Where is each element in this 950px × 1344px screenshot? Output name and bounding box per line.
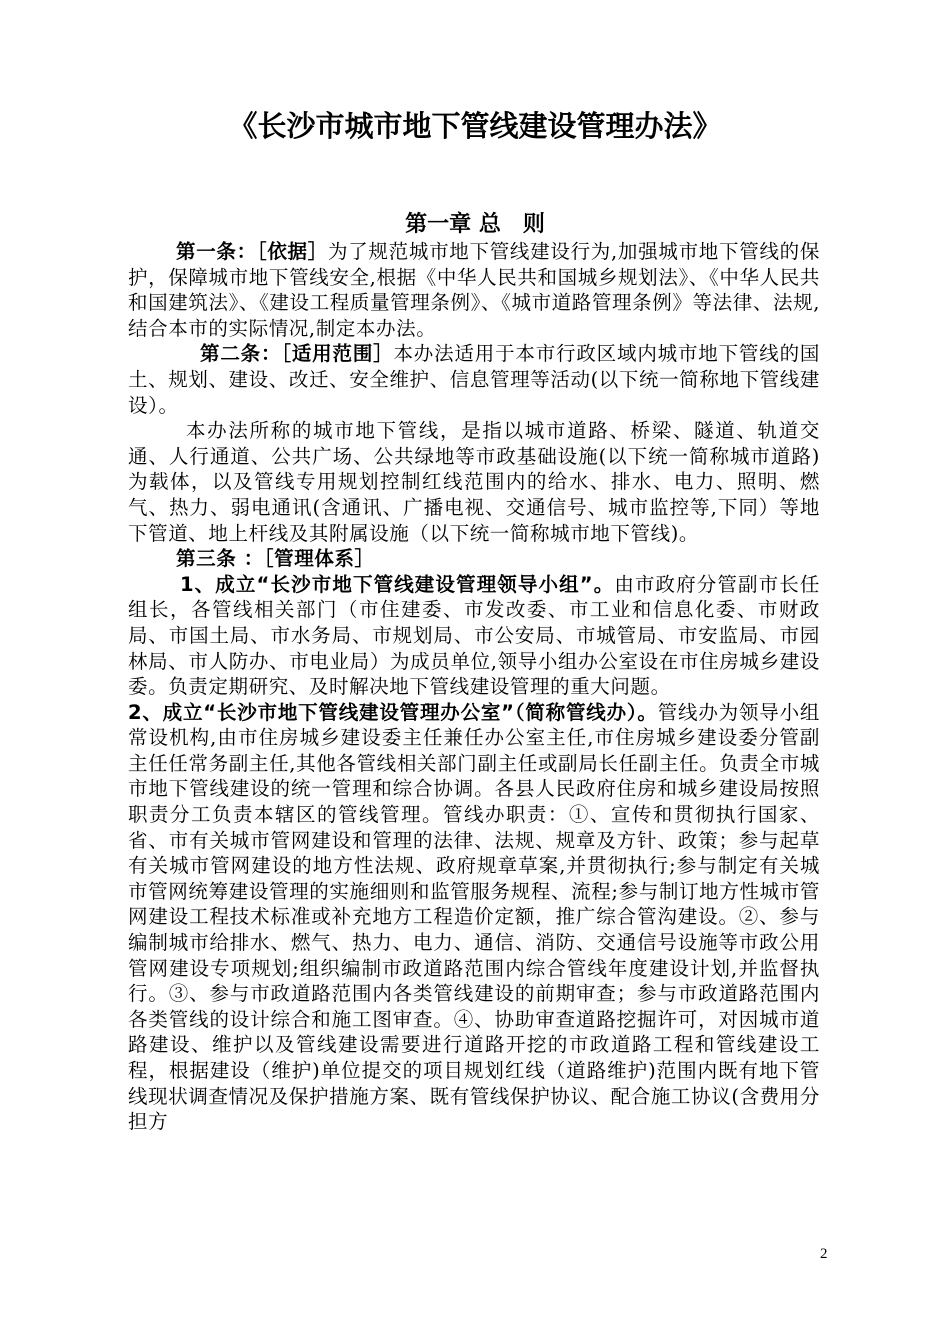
item-2-text: 管线办为领导小组常设机构,由市住房城乡建设委主任兼任办公室主任,市住房城乡建设委分管副主任任常务副主任,其他各管线相关部门副主任或副局长任副主任。负责全市城市地下管线建设的统一管理和综合协调。各县人民政府住房和城乡建设局按照职责分工负责本辖区的管线管理。管线办职责：①、宣传和贯彻执行国家、省、市有关城市管网建设和管理的法律、法规、规章及方针、政策；参与起草有关城市管网建设的地方性法规、政府规章草案,并贯彻执行;参与制定有关城市管网统筹建设管理的实施细则和监管服务规程、流程;参与制订地方性城市管网建设工程技术标准或补充地方工程造价定额，推广综合管沟建设。②、参与编制城市给排水、燃气、热力、电力、通信、消防、交通信号设施等市政公用管网建设专项规划;组织编制市政道路范围内综合管线年度建设计划,并监督执行。③、参与市政道路范围内各类管线建设的前期审查；参与市政道路范围内各类管线的设计综合和施工图审查。④、协助审查道路挖掘许可，对因城市道路建设、维护以及管线建设需要进行道路开挖的市政道路工程和管线建设工程，根据建设（维护)单位提交的项目规划红线（道路维护)范围内既有地下管线现状调查情况及保护措施方案、既有管线保护协议、配合施工协议(含费用分担方: [128, 700, 820, 1134]
article-1-label: 第一条：［依据］: [176, 240, 328, 263]
item-1-label: 1、成立“长沙市地下管线建设管理领导小组”。: [180, 572, 615, 596]
chapter-heading: 第一章 总 则: [405, 212, 545, 237]
article-2-label: 第二条：［适用范围］: [200, 342, 394, 366]
article-1-paragraph: [128, 239, 820, 341]
document-title: 《长沙市城市地下管线建设管理办法》: [228, 109, 722, 143]
page-number: 2: [820, 1246, 828, 1262]
article-3-label: 第三条 ：［管理体系］: [176, 547, 375, 571]
document-body: [128, 239, 820, 1135]
article-2-text: 本办法适用于本市行政区域内城市地下管线的国土、规划、建设、改迁、安全维护、信息管理等活动(以下统一简称地下管线建设）。: [128, 342, 820, 417]
article-2-paragraph-2: 本办法所称的城市地下管线，是指以城市道路、桥梁、隧道、轨道交通、人行通道、公共广场、公共绿地等市政基础设施(以下统一简称城市道路)为载体，以及管线专用规划控制红线范围内的给水、排水、电力、照明、燃气、热力、弱电通讯(含通讯、广播电视、交通信号、城市监控等,下同）等地下管道、地上杆线及其附属设施（以下统一简称城市地下管线)。: [128, 419, 820, 545]
item-2-label: 2、成立“长沙市地下管线建设管理办公室”（简称管线办）。: [128, 700, 658, 724]
article-3-paragraph: [128, 546, 820, 572]
item-1-paragraph: [128, 572, 820, 700]
item-1-text: 由市政府分管副市长任组长，各管线相关部门（市住建委、市发改委、市工业和信息化委、市财政局、市国土局、市水务局、市规划局、市公安局、市城管局、市安监局、市园林局、市人防办、市电业局）为成员单位,领导小组办公室设在市住房城乡建设委。负责定期研究、及时解决地下管线建设管理的重大问题。: [128, 572, 820, 699]
item-2-paragraph: [128, 700, 820, 1135]
article-2-paragraph: [128, 341, 820, 418]
article-1-text: 为了规范城市地下管线建设行为,加强城市地下管线的保护，保障城市地下管线安全,根据《中华人民共和国城乡规划法》、《中华人民共和国建筑法》、《建设工程质量管理条例》、《城市道路管理条例》等法律、法规,结合本市的实际情况,制定本办法。: [128, 240, 820, 340]
